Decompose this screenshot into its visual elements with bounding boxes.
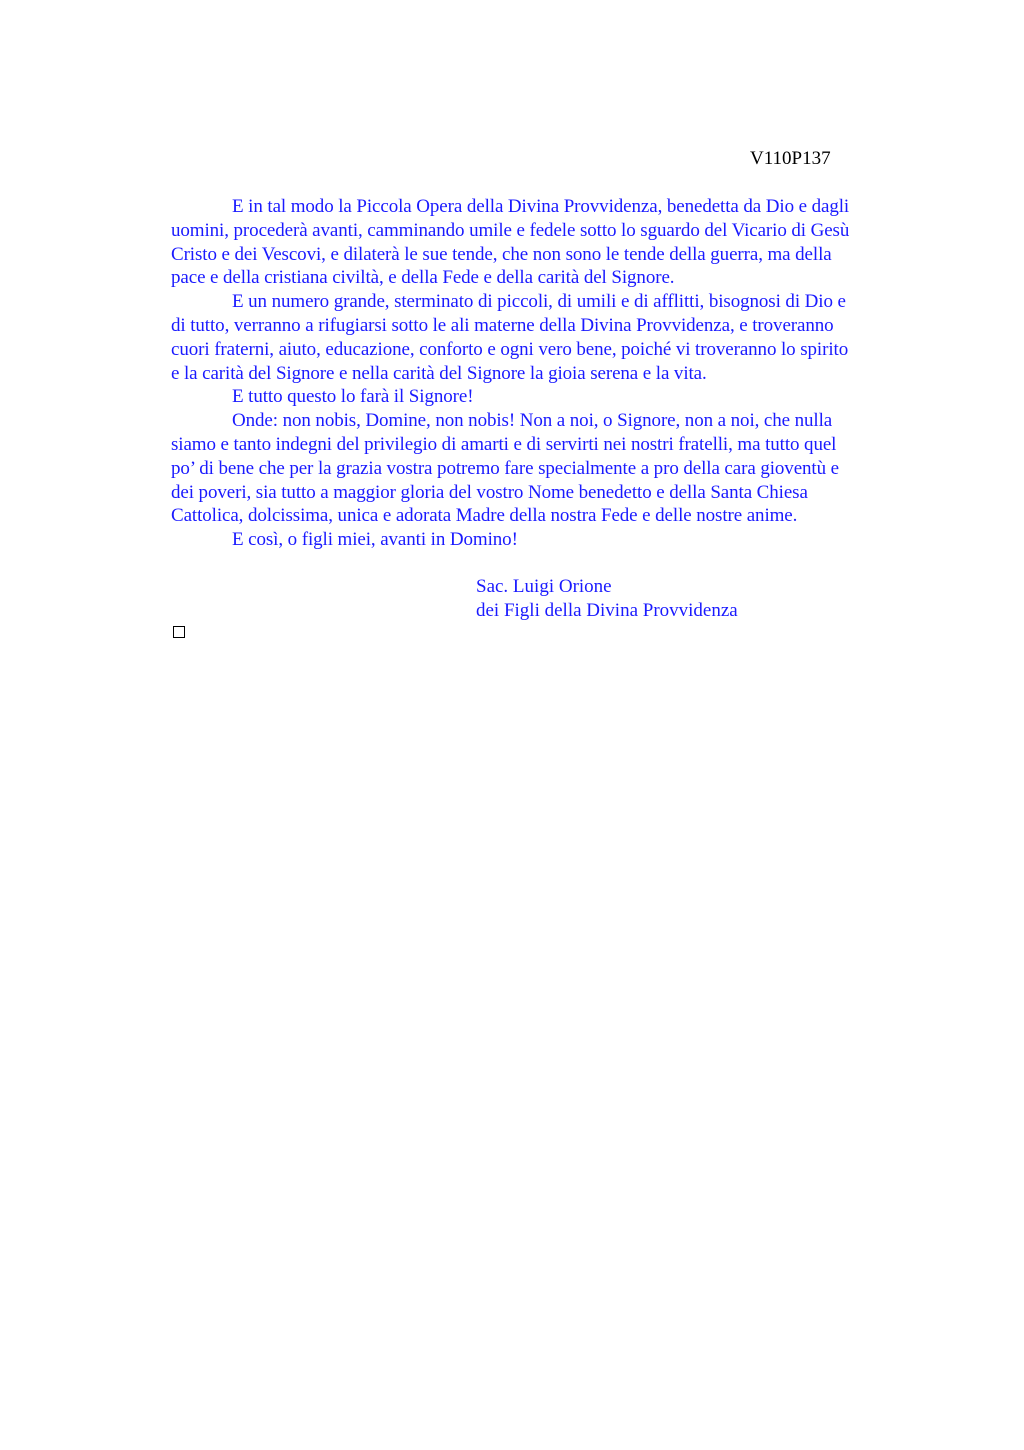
signature-title: dei Figli della Divina Provvidenza	[476, 599, 738, 621]
paragraph-1-line-4: pace e della cristiana civiltà, e della Fede e della carità del Signore.	[171, 267, 675, 289]
signature-name: Sac. Luigi Orione	[476, 576, 612, 597]
page-reference: V110P137	[750, 148, 831, 169]
empty-box-icon	[173, 626, 185, 638]
paragraph-3-line-1: E tutto questo lo farà il Signore!	[232, 386, 474, 408]
paragraph-1-line-1: E in tal modo la Piccola Opera della Divina Provvidenza, benedetta da Dio e dagli	[232, 196, 850, 217]
paragraph-1-line-3: Cristo e dei Vescovi, e dilaterà le sue tende, che non sono le tende della guerra, ma della	[171, 243, 832, 265]
paragraph-4-line-4: dei poveri, sia tutto a maggior gloria del vostro Nome benedetto e della Santa Chiesa	[171, 481, 808, 503]
paragraph-4-line-5: Cattolica, dolcissima, unica e adorata Madre della nostra Fede e delle nostre anime.	[171, 505, 798, 527]
letter-body	[171, 195, 931, 552]
paragraph-5-line-1: E così, o figli miei, avanti in Domino!	[232, 529, 518, 551]
paragraph-2-line-3: cuori fraterni, aiuto, educazione, conforto e ogni vero bene, poiché vi troveranno lo spirito	[171, 338, 849, 360]
paragraph-4-line-2: siamo e tanto indegni del privilegio di amarti e di servirti nei nostri fratelli, ma tutto quel	[171, 433, 837, 455]
paragraph-2-line-1: E un numero grande, sterminato di piccoli, di umili e di afflitti, bisognosi di Dio e	[232, 291, 846, 313]
signature-block	[476, 575, 738, 622]
paragraph-2-line-4: e la carità del Signore e nella carità del Signore la gioia serena e la vita.	[171, 362, 707, 384]
paragraph-2-line-2: di tutto, verranno a rifugiarsi sotto le ali materne della Divina Provvidenza, e troveranno	[171, 314, 834, 336]
paragraph-4-line-1: Onde: non nobis, Domine, non nobis! Non a noi, o Signore, non a noi, che nulla	[232, 410, 833, 432]
paragraph-4-line-3: po’ di bene che per la grazia vostra potremo fare specialmente a pro della cara gioventù e	[171, 457, 839, 479]
paragraph-1-line-2: uomini, procederà avanti, camminando umile e fedele sotto lo sguardo del Vicario di Gesù	[171, 219, 850, 241]
